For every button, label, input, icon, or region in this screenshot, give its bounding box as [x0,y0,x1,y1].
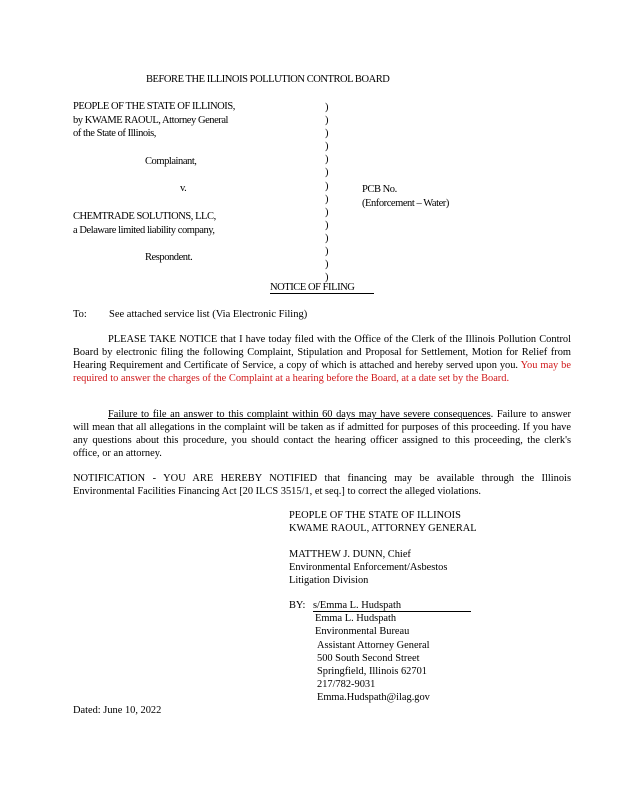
by-label: BY: [289,600,306,611]
attorney-phone: 217/782-9031 [317,679,376,690]
case-number-label: PCB No. [362,184,397,195]
plaintiff-line-3: of the State of Illinois, [73,128,156,139]
plaintiff-line-1: PEOPLE OF THE STATE OF ILLINOIS, [73,101,235,112]
dated-line: Dated: June 10, 2022 [73,705,162,716]
service-list: See attached service list (Via Electronic Filing) [109,309,308,320]
signature-party-2: KWAME RAOUL, ATTORNEY GENERAL [289,523,477,534]
attorney-bureau: Environmental Bureau [315,626,410,637]
defendant-line-2: a Delaware limited liability company, [73,225,215,236]
complainant-label: Complainant, [145,156,197,167]
signature-party-1: PEOPLE OF THE STATE OF ILLINOIS [289,510,461,521]
notice-heading: NOTICE OF FILING [270,282,374,294]
versus-label: v. [180,183,187,194]
chief-division-1: Environmental Enforcement/Asbestos [289,562,448,573]
board-title: BEFORE THE ILLINOIS POLLUTION CONTROL BOARD [146,74,390,85]
signature-line: s/Emma L. Hudspath [313,599,471,612]
caption-bracket: ) ) ) ) ) ) ) ) ) ) ) ) ) ) [325,102,329,284]
notice-paragraph-1: PLEASE TAKE NOTICE that I have today filed with the Office of the Clerk of the Illinois Pollution Control Board by electronic filing the following Complaint, Stipulation and Proposal for Settlement, Motion for Relief from Hearing Requirement and Certificate of Service, a copy of which is attached and hereby served upon you. You may be required to answer the charges of the Complaint at a hearing before the Board, at a date set by the Board. [73,334,571,384]
answer-warning: You may be required to answer the charges of the Complaint at a hearing before the Board, at a date set by the Board. [73,360,571,384]
chief-name: MATTHEW J. DUNN, Chief [289,549,411,560]
notice-paragraph-2: Failure to file an answer to this complaint within 60 days may have severe consequences. Failure to answer will mean that all allegations in the complaint will be taken as if admitted for purposes of this proceeding. If you have any questions about this procedure, you should contact the hearing officer assigned to this proceeding, the clerk's office, or an attorney. [73,409,571,459]
chief-division-2: Litigation Division [289,575,369,586]
failure-warning: Failure to file an answer to this complaint within 60 days may have severe consequences [108,409,491,420]
case-type: (Enforcement – Water) [362,198,449,209]
address-line-1: 500 South Second Street [317,653,420,664]
financing-notification: NOTIFICATION - YOU ARE HEREBY NOTIFIED that financing may be available through the Illinois Environmental Facilities Financing Act [20 ILCS 3515/1, et seq.] to correct the alleged violations. [73,473,571,497]
to-label: To: [73,309,87,320]
respondent-label: Respondent. [145,252,193,263]
plaintiff-line-2: by KWAME RAOUL, Attorney General [73,115,229,126]
defendant-line-1: CHEMTRADE SOLUTIONS, LLC, [73,211,216,222]
attorney-title: Assistant Attorney General [317,640,430,651]
attorney-name: Emma L. Hudspath [315,613,397,624]
attorney-email: Emma.Hudspath@ilag.gov [317,692,430,703]
address-line-2: Springfield, Illinois 62701 [317,666,427,677]
